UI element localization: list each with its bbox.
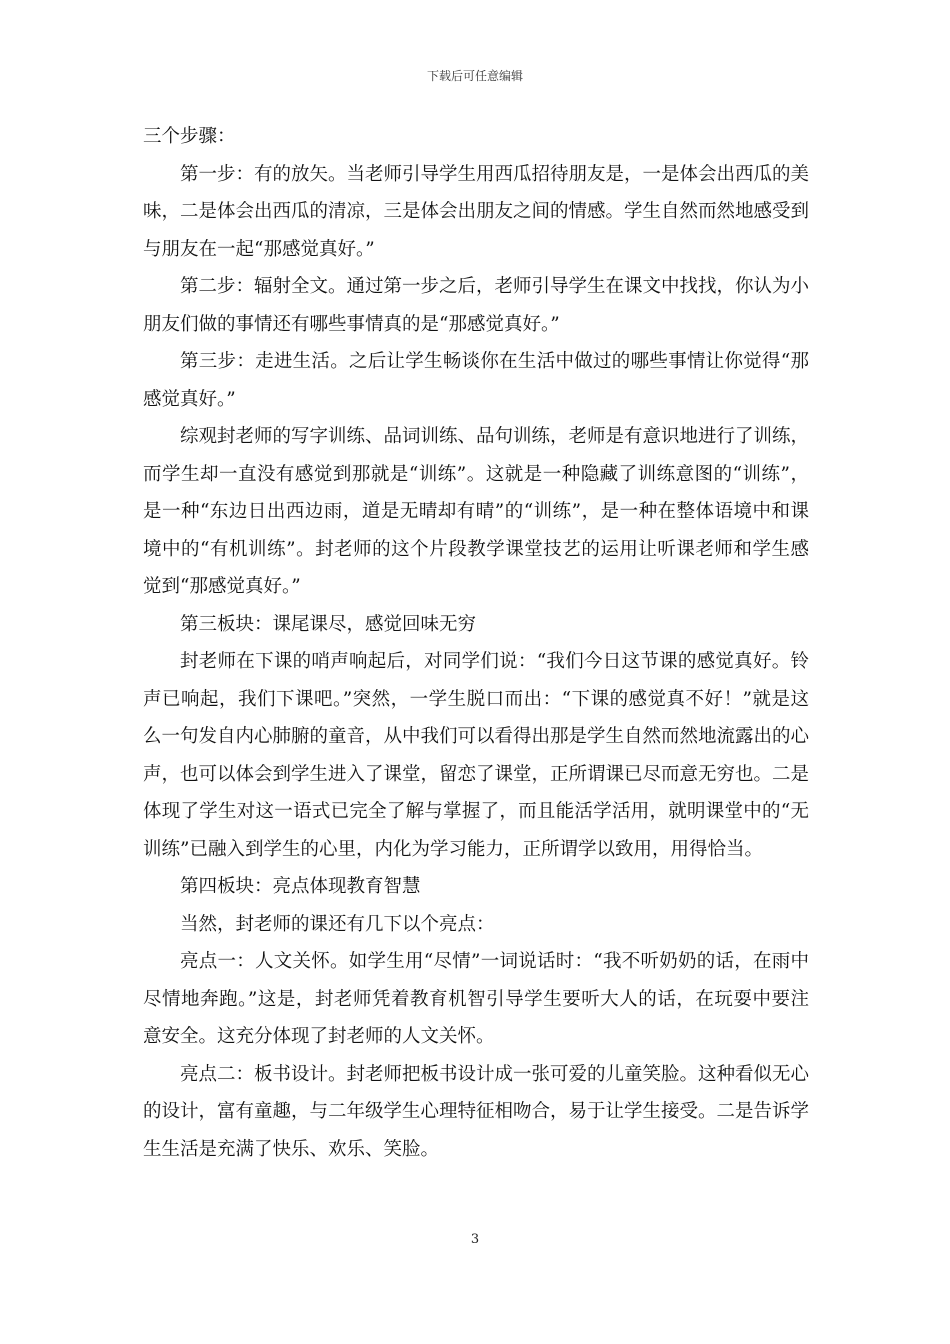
section-heading-four: 第四板块：亮点体现教育智慧 bbox=[180, 876, 421, 897]
section-heading-three: 第三板块：课尾课尽，感觉回味无穷 bbox=[180, 613, 477, 635]
paragraph-highlight-two: 亮点二：板书设计。封老师把板书设计成一张可爱的儿童笑脸。这种看似无心的设计，富有童趣，与二年级学生心理特征相吻合，易于让学生接受。二是告诉学生生活是充满了快乐、欢乐、笑脸。 bbox=[143, 1063, 810, 1160]
paragraph-highlight-one: 亮点一：人文关怀。如学生用“尽情”一词说话时：“我不听奶奶的话，在雨中尽情地奔跑。”这是，封老师凭着教育机智引导学生要听大人的话，在玩耍中要注意安全。这充分体现了封老师的人文关怀。 bbox=[143, 951, 809, 1047]
paragraph-highlights-intro: 当然，封老师的课还有几下以个亮点： bbox=[180, 913, 495, 935]
paragraph-step-three: 第三步：走进生活。之后让学生畅谈你在生活中做过的哪些事情让你觉得“那感觉真好。” bbox=[143, 351, 809, 410]
paragraph-summary: 综观封老师的写字训练、品词训练、品句训练，老师是有意识地进行了训练，而学生却一直没有感觉到那就是“训练”。这就是一种隐藏了训练意图的“训练”，是一种“东边日出西边雨，道是无晴却有晴”的“训练”，是一种在整体语境中和课境中的“有机训练”。封老师的这个片段教学课堂技艺的运用让听课老师和学生感觉到“那感觉真好。” bbox=[143, 426, 810, 597]
paragraph-step-one: 第一步：有的放矢。当老师引导学生用西瓜招待朋友是，一是体会出西瓜的美味，二是体会出西瓜的清凉，三是体会出朋友之间的情感。学生自然而然地感受到与朋友在一起“那感觉真好。” bbox=[143, 163, 810, 260]
paragraph-class-end: 封老师在下课的哨声响起后，对同学们说：“我们今日这节课的感觉真好。铃声已响起，我们下课吧。”突然，一学生脱口而出：“下课的感觉真不好！”就是这么一句发自内心肺腑的童音，从中我们可以看得出那是学生自然而然地流露出的心声，也可以体会到学生进入了课堂，留恋了课堂，正所谓课已尽而意无穷也。二是体现了学生对这一语式已完全了解与掌握了，而且能活学活用，就明课堂中的“无训练”已融入到学生的心里，内化为学习能力，正所谓学以致用，用得恰当。 bbox=[143, 651, 810, 860]
document-body bbox=[143, 118, 809, 1168]
page-number: 3 bbox=[470, 1232, 480, 1247]
paragraph-intro: 三个步骤： bbox=[143, 126, 236, 147]
page-header: 下载后可任意编辑 bbox=[426, 69, 523, 83]
paragraph-step-two: 第二步：辐射全文。通过第一步之后，老师引导学生在课文中找找，你认为小朋友们做的事情还有哪些事情真的是“那感觉真好。” bbox=[143, 276, 810, 335]
